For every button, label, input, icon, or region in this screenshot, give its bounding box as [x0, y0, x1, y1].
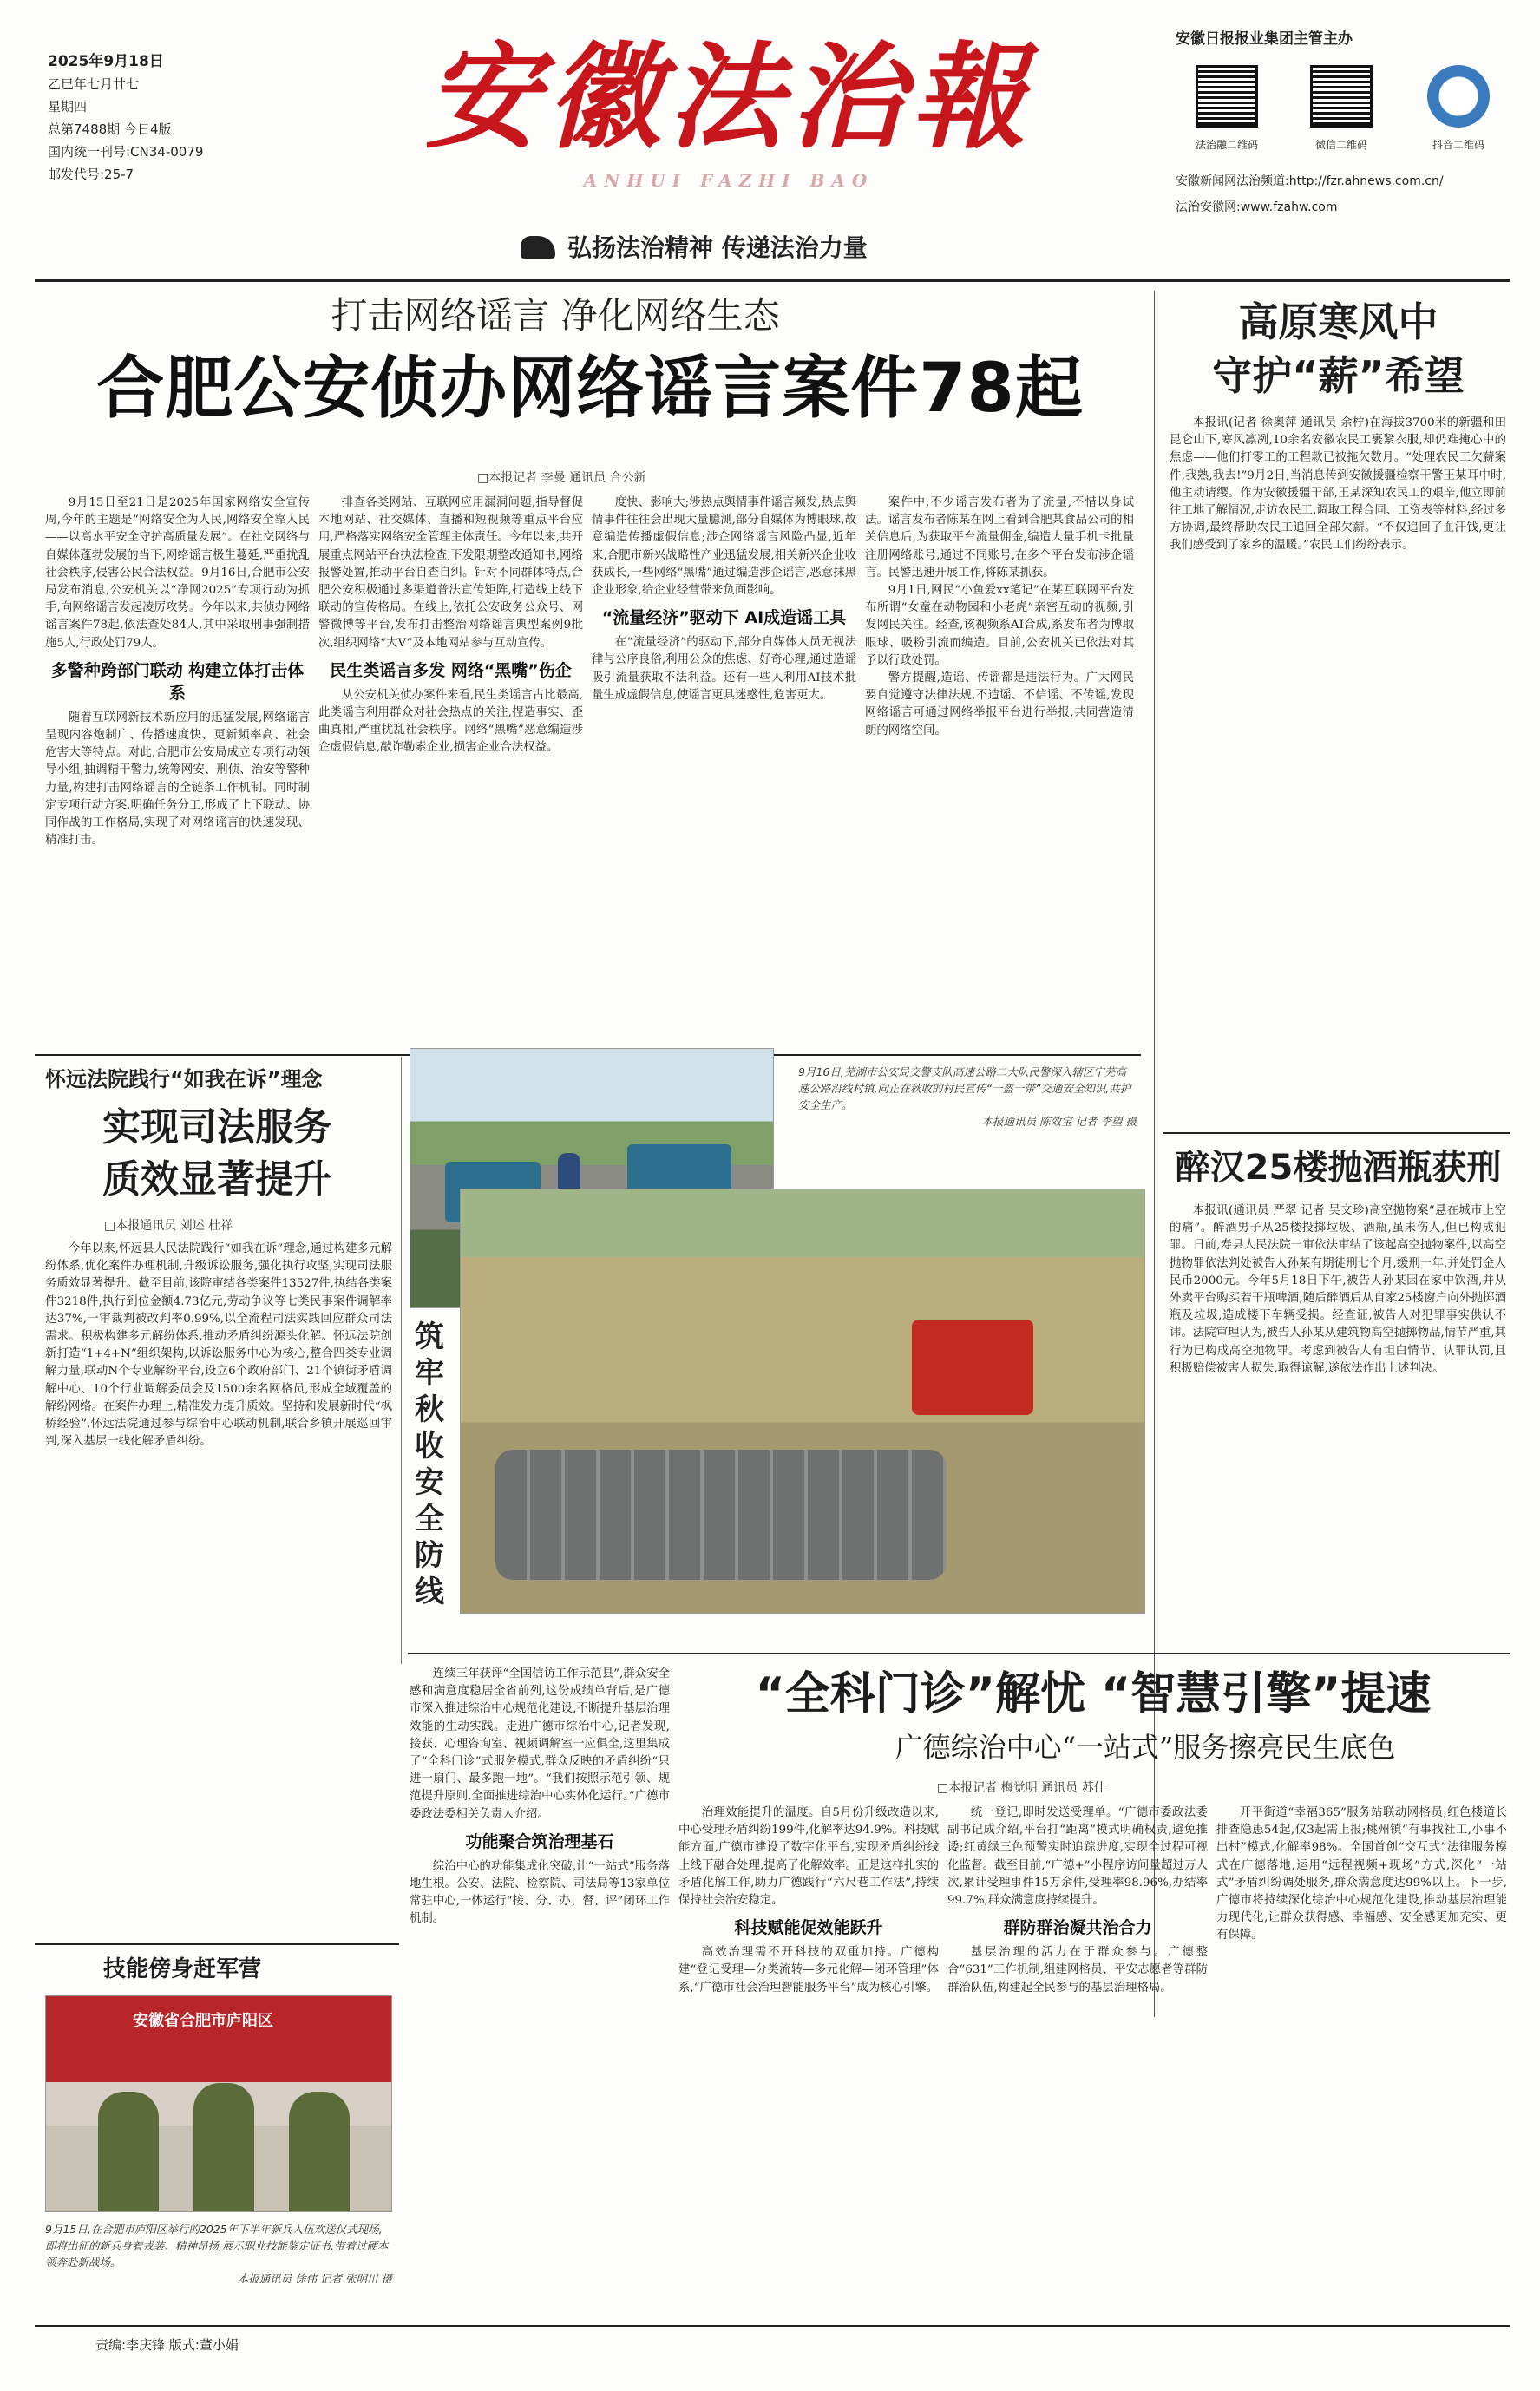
left-mid-article [45, 1241, 392, 1935]
lead-paragraph: 度快、影响大;涉热点舆情事件谣言频发,热点舆情事件往往会出现大量臆测,部分自媒体为博眼球,故意编造传播虚假信息;涉企网络谣言风险凸显,近年来,合肥市新兴战略性产业迅猛发展,相关新兴企业收获成长,一些网络“黑嘴”通过编造涉企谣言,恶意抹黑企业形象,给企业经营带来负面影响。 [592, 496, 856, 598]
qr-label-1: 法治融二维码 [1195, 139, 1258, 151]
slogan [521, 233, 1058, 267]
qr-code-fazhi [1196, 65, 1258, 128]
bottom-byline: □本报记者 梅觉明 通讯员 苏什 [937, 1781, 1106, 1795]
bottom-paragraph: 统一登记,即时发送受理单。“广德市委政法委副书记成介绍,平台打“距离”模式明确权责,避免推诿;红黄绿三色预警实时追踪进度,实现全过程可视化监督。截至目前,“广德+”小程序访问量超过万人次,累计受理事件15万余件,受理率98.96%,办结率99.7%,群众满意度持续提升。 [947, 1806, 1208, 1908]
harvest-photo [460, 1189, 1145, 1614]
photo-vertical-title [415, 1319, 453, 1610]
left-bottom-caption [45, 2221, 392, 2287]
left-bottom-credit: 本报通讯员 徐伟 记者 张明川 摄 [237, 2272, 392, 2285]
lead-paragraph: 案件中,不少谣言发布者为了流量,不惜以身试法。谣言发布者陈某在网上看到合肥某食品公司的相关信息后,为获取平台流量佣金,编造大量手机卡批量注册网络账号,通过不同账号,在多个平台发布涉企谣言。民警迅速开展工作,将陈某抓获。 [865, 496, 1134, 580]
photo-column-divider [401, 1057, 402, 1664]
left-bottom-caption-text: 9月15日,在合肥市庐阳区举行的2025年下半年新兵入伍欢送仪式现场,即将出征的新兵身着戎装、精神昂扬,展示职业技能鉴定证书,带着过硬本领奔赴新战场。 [45, 2223, 389, 2269]
qr-label-3: 抖音二维码 [1432, 139, 1484, 151]
army-send-off-photo [45, 1995, 392, 2212]
right-top-article [1170, 415, 1506, 1126]
right-top-title-1: 高原寒风中 [1238, 298, 1438, 345]
weekday: 星期四 [48, 99, 88, 115]
website-link-1[interactable]: 安徽新闻网法治频道:http://fzr.ahnews.com.cn/ [1176, 174, 1444, 188]
photo-banner-text: 安徽省合肥市庐阳区 [133, 2012, 273, 2030]
red-tractor [912, 1320, 1033, 1415]
issue-number: 总第7488期 今日4版 [48, 121, 172, 137]
lunar-date: 乙巳年七月廿七 [48, 76, 140, 92]
qr-label-2: 微信二维码 [1314, 139, 1367, 151]
postal-code: 邮发代号:25-7 [48, 167, 134, 182]
issue-date: 2025年9月18日 [48, 53, 164, 70]
footer-editor: 责编:李庆锋 版式:董小娟 [95, 2337, 239, 2353]
bottom-paragraph: 综治中心的功能集成化突破,让“一站式”服务落地生根。公安、法院、检察院、司法局等13家单位常驻中心,一体运行“接、分、办、督、评”闭环工作机制。 [410, 1859, 670, 1926]
left-mid-byline: □本报通讯员 刘述 杜祥 [104, 1219, 233, 1233]
bottom-subhead: 广德综治中心“一站式”服务擦亮民生底色 [895, 1731, 1396, 1764]
lead-subhead-1: 多警种跨部门联动 构建立体打击体系 [50, 660, 305, 703]
bottom-paragraph: 基层治理的活力在于群众参与。广德整合“631”工作机制,组建网格员、平安志愿者等群防群治队伍,构建起全民参与的基层治理格局。 [947, 1946, 1208, 1995]
lead-subhead-2: 民生类谣言多发 网络“黑嘴”伤企 [330, 660, 572, 680]
photo-caption-text: 9月16日,芜湖市公安局交警支队高速公路二大队民警深入辖区宁芜高速公路沿线村镇,向正在秋收的村民宣传“一盔一带”交通安全知识,共护安全生产。 [798, 1065, 1131, 1111]
recruit-figure [193, 2083, 254, 2212]
lead-headline: 合肥公安侦办网络谣言案件78起 [96, 350, 1084, 428]
qr-code-douyin [1427, 65, 1490, 128]
bottom-subhead-1: 功能聚合筑治理基石 [465, 1831, 614, 1851]
right-top-paragraph: 本报讯(记者 徐奥萍 通讯员 余柠)在海拔3700米的新疆和田昆仑山下,寒风凛冽,10余名安徽农民工裹紧衣服,却仍难掩心中的焦虑——他们打零工的工程款已被拖欠数月。“处理农民工欠薪案件,我熟,我去!”9月2日,当消息传到安徽援疆检察干警王某耳中时,他主动请缨。作为安徽援疆干部,王某深知农民工的艰辛,他立即前往工地了解情况,走访农民工,调取工程合同、工资表等材料,经过多方协调,最终帮助农民工追回全部欠薪。“不仅追回了血汗钱,更让我们感受到了家乡的温暖。”农民工们纷纷表示。 [1170, 416, 1506, 553]
lead-byline: □本报记者 李曼 通讯员 合公新 [477, 471, 646, 485]
left-mid-title-2: 质效显著提升 [102, 1157, 331, 1202]
masthead-info [48, 50, 273, 186]
lead-paragraph: 从公安机关侦办案件来看,民生类谣言占比最高,此类谣言利用群众对社会热点的关注,捏造事实、歪曲真相,严重扰乱社会秩序。网络“黑嘴”恶意编造涉企虚假信息,敲诈勒索企业,损害企业合法权益。 [318, 688, 583, 755]
lead-paragraph: 9月1日,网民“小鱼爱xx笔记”在某互联网平台发布所谓“女童在动物园和小老虎”亲密互动的视频,引发网民关注。经查,该视频系AI合成,系发布者为博取眼球、吸粉引流而编造。目前,公安机关已依法对其予以行政处罚。 [865, 584, 1134, 667]
left-mid-kicker: 怀远法院践行“如我在诉”理念 [45, 1067, 323, 1091]
photo-vertical-title-text: 筑牢秋收安全防线 [415, 1320, 444, 1609]
slogan-text: 弘扬法治精神 传递法治力量 [567, 233, 868, 262]
recruit-figure [289, 2092, 350, 2212]
masthead-divider [35, 279, 1510, 282]
photo-credit: 本报通讯员 陈效宝 记者 李望 摄 [981, 1115, 1137, 1128]
right-mid-paragraph: 本报讯(通讯员 严翠 记者 吴文珍)高空抛物案“悬在城市上空的痛”。醉酒男子从25楼投掷垃圾、酒瓶,虽未伤人,但已构成犯罪。日前,寿县人民法院一审依法审结了该起高空抛物案件,以高空抛物罪依法判处被告人孙某有期徒刑七个月,缓刑一年,并处罚金人民币2000元。今年5月18日下午,被告人孙某因在家中饮酒,并从外卖平台购买若干瓶啤酒,随后醉酒后从自家25楼窗户向外抛掷酒瓶及垃圾,造成楼下车辆受损。经查证,被告人对犯罪事实供认不讳。法院审理认为,被告人孙某从建筑物高空抛掷物品,情节严重,其行为已构成高空抛物罪。考虑到被告人有坦白情节、认罪认罚,且积极赔偿被害人损失,取得谅解,遂依法作出上述判决。 [1170, 1204, 1506, 1375]
bottom-paragraph: 开平街道“幸福365”服务站联动网格员,红色楼道长排查隐患54起,仅3起需上报;桃州镇“有事找社工,小事不出村”模式,化解率98%。全国首创“交互式”法律服务模式在广德落地,运用“远程视频+现场”方式,深化“一站式”矛盾纠纷调处服务,群众满意度达99%以上。下一步,广德市将持续深化综治中心规范化建设,推动基层治理能力现代化,让群众获得感、幸福感、安全感更加充实、更有保障。 [1216, 1806, 1507, 1942]
lead-subhead-3: “流量经济”驱动下 AI成造谣工具 [601, 608, 847, 628]
newspaper-title: 安徽法治報 [425, 30, 1032, 165]
left-mid-title-1: 实现司法服务 [102, 1105, 331, 1150]
left-bottom-title: 技能傍身赶军营 [102, 1956, 261, 1982]
lead-column-1 [45, 495, 310, 1048]
bottom-headline: “全科门诊”解忧 “智慧引擎”提速 [755, 1668, 1432, 1720]
right-mid-title: 醉汉25楼抛酒瓶获刑 [1175, 1148, 1502, 1188]
right-top-title-2: 守护“薪”希望 [1212, 352, 1465, 399]
left-mid-paragraph: 今年以来,怀远县人民法院践行“如我在诉”理念,通过构建多元解纷体系,优化案件办理机制,升级诉讼服务,强化执行攻坚,实现司法服务质效显著提升。截至目前,该院审结各类案件13527件,执结各类案件3218件,执行到位金额4.73亿元,劳动争议等七类民事案件调解率达37%,一审裁判被改判率0.99%,以全流程司法实践回应群众司法需求。积极构建多元解纷体系,推动矛盾纠纷源头化解。怀远法院创新打造“1+4+N”组织架构,以诉讼服务中心为核心,整合四类专业调解力量,联动N个专业解纷平台,设立6个政府部门、21个镇街矛盾调解中心、10个行业调解委员会及1500余名网格员,形成全域覆盖的解纷网络。在案件办理上,精准发力提升质效。坚持和发展新时代“枫桥经验”,怀远法院通过参与综治中心联动机制,联合乡镇开展巡回审判,深入基层一线化解矛盾纠纷。 [45, 1242, 392, 1449]
recruit-figure [98, 2092, 159, 2212]
grain-bags [495, 1450, 947, 1580]
lead-paragraph: 警方提醒,造谣、传谣都是违法行为。广大网民要自觉遵守法律法规,不造谣、不信谣、不传谣,发现网络谣言可通过网络举报平台进行举报,共同营造清朗的网络空间。 [865, 671, 1134, 737]
bottom-column-3 [947, 1805, 1208, 2290]
lead-paragraph: 随着互联网新技术新应用的迅猛发展,网络谣言呈现内容炮制广、传播速度快、更新频率高、社会危害大等特点。对此,合肥市公安局成立专项行动领导小组,抽调精干警力,统筹网安、刑侦、治安等警种力量,构建打击网络谣言的全链条工作机制。同时制定专项行动方案,明确任务分工,形成了上下联动、协同作战的工作格局,实现了对网络谣言的快速发现、精准打击。 [45, 711, 310, 848]
bottom-paragraph: 高效治理需不开科技的双重加持。广德构建“登记受理—分类流转—多元化解—闭环管理”体系,“广德市社会治理智能服务平台”成为核心引擎。 [678, 1946, 939, 1995]
right-top-divider [1163, 1132, 1510, 1134]
lead-column-2 [318, 495, 583, 1048]
lead-paragraph: 排查各类网站、互联网应用漏洞问题,指导督促本地网站、社交媒体、直播和短视频等重点平台应用,严格落实网络安全管理主体责任。今年以来,共开展重点网站平台执法检查,下发限期整改通知书,网络报警处置,推动平台自查自纠。针对不同群体特点,合肥公安积极通过多渠道普法宣传矩阵,打造线上线下联动的宣传格局。在线上,依托公安政务公众号、网警微博等平台,发布打击整治网络谣言典型案例9批次,组织网络“大V”及本地网站参与互动宣传。 [318, 496, 583, 650]
photo-caption [798, 1064, 1137, 1130]
newspaper-pinyin: ANHUI FAZHI BAO [583, 170, 875, 191]
right-mid-article [1170, 1202, 1506, 1654]
footer-divider [35, 2325, 1510, 2327]
bottom-paragraph: 治理效能提升的温度。自5月份升级改造以来,中心受理矛盾纠纷199件,化解率达94.9%。科技赋能方面,广德市建设了数字化平台,实现矛盾纠纷线上线下融合处理,提高了化解效率。正是这样扎实的矛盾化解工作,助力广德践行“六尺巷工作法”,持续保持社会治安稳定。 [678, 1806, 939, 1908]
lead-kicker: 打击网络谣言 净化网络生态 [331, 294, 780, 337]
bottom-column-2 [678, 1805, 939, 2290]
bottom-subhead-3: 群防群治凝共治合力 [1003, 1918, 1152, 1938]
lead-paragraph: 9月15日至21日是2025年国家网络安全宣传周,今年的主题是“网络安全为人民,网络安全靠人民——以高水平安全守护高质量发展”。在社交网络与自媒体蓬勃发展的当下,网络谣言极生蔓延,严重扰乱社会秩序,侵害公民合法权益。9月16日,合肥市公安局发布消息,公安机关以“净网2025”专项行动为抓手,向网络谣言发起凌厉攻势。今年以来,共侦办网络谣言案件78起,依法查处84人,其中采取刑事强制措施5人,行政处罚79人。 [45, 496, 310, 650]
qr-code-wechat [1310, 65, 1373, 128]
lion-icon [521, 236, 555, 259]
lead-column-3 [592, 495, 856, 1048]
bottom-subhead-2: 科技赋能促效能跃升 [734, 1918, 883, 1938]
cn-number: 国内统一刊号:CN34-0079 [48, 144, 204, 160]
bottom-column-4 [1216, 1805, 1507, 2290]
bottom-divider [408, 1653, 1510, 1654]
website-link-2[interactable]: 法治安徽网:www.fzahw.com [1176, 200, 1338, 214]
bottom-column-1 [410, 1666, 670, 2290]
lead-column-4 [865, 495, 1134, 1048]
lead-paragraph: 在“流量经济”的驱动下,部分自媒体人员无视法律与公序良俗,利用公众的焦虑、好奇心理,通过造谣吸引流量获取不法利益。还有一些人利用AI技术批量生成虚假信息,使谣言更具迷惑性,危害更大。 [592, 636, 856, 702]
bottom-paragraph: 连续三年获评“全国信访工作示范县”,群众安全感和满意度稳居全省前列,这份成绩单背后,是广德市深入推进综治中心规范化建设,不断提升基层治理效能的生动实践。走进广德市综治中心,记者发现,接获、心理咨询室、视频调解室一应俱全,这里集成了“全科门诊”式服务模式,群众反映的矛盾纠纷“只进一扇门、最多跑一地”。“我们按照示范引领、规范提升原则,全面推进综治中心实体化运行。”广德市委政法委相关负责人介绍。 [410, 1667, 670, 1821]
left-bottom-divider [35, 1943, 399, 1945]
sponsor: 安徽日报报业集团主管主办 [1176, 30, 1353, 48]
